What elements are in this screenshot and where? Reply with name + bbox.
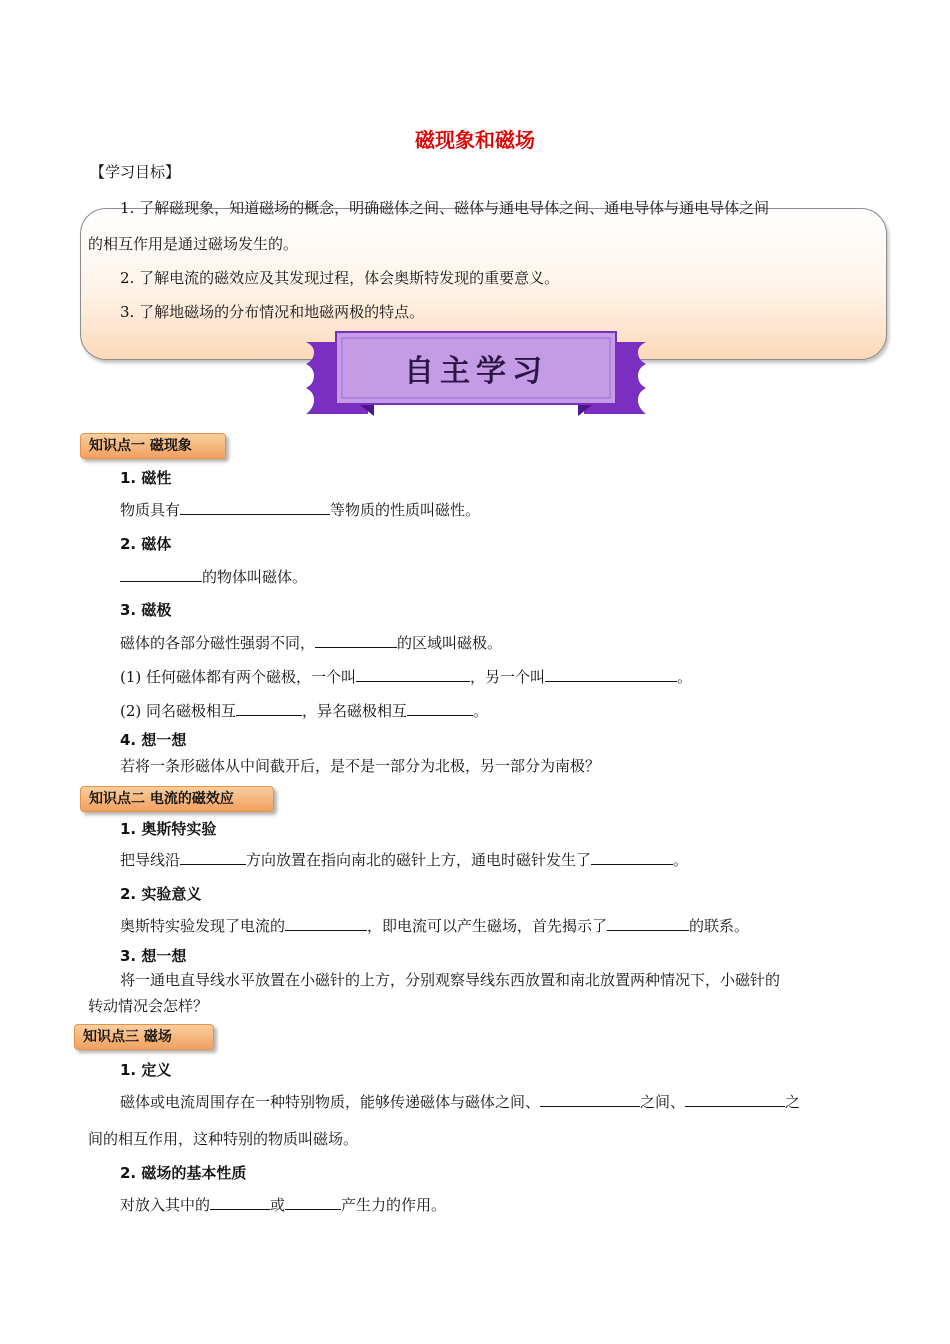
para-pole-2 (120, 700, 488, 721)
text: 产生力的作用。 (341, 1196, 447, 1214)
text: 奥斯特实验发现了电流的 (120, 917, 286, 935)
text: 的区域叫磁极。 (397, 634, 503, 652)
text: 磁体或电流周围存在一种特别物质，能够传递磁体与磁体之间、 (120, 1093, 541, 1111)
fill-blank[interactable] (180, 850, 246, 865)
fill-blank[interactable] (285, 1195, 341, 1210)
para-oersted (120, 849, 688, 870)
text: 或 (270, 1196, 286, 1214)
para-pole (120, 632, 502, 653)
text: 。 (473, 702, 489, 720)
text: 对放入其中的 (120, 1196, 211, 1214)
text: ，异名磁极相互 (302, 702, 408, 720)
text: ，即电流可以产生磁场，首先揭示了 (367, 917, 608, 935)
text: 的物体叫磁体。 (202, 568, 308, 586)
text: 之间、 (640, 1093, 686, 1111)
fill-blank[interactable] (180, 500, 330, 515)
fill-blank[interactable] (685, 1092, 785, 1107)
self-study-banner (306, 330, 646, 418)
text: 的联系。 (689, 917, 750, 935)
banner-text: 自主学习 (404, 354, 548, 389)
para-magnet (120, 566, 307, 587)
para-significance (120, 915, 749, 936)
goals-label: 【学习目标】 (90, 163, 181, 181)
fill-blank[interactable] (285, 916, 367, 931)
para-think-1: 若将一条形磁体从中间截开后，是不是一部分为北极，另一部分为南极？ (120, 757, 601, 775)
text: 把导线沿 (120, 851, 181, 869)
para-basic-property (120, 1194, 446, 1215)
fill-blank[interactable] (591, 850, 673, 865)
heading-pole: 3. 磁极 (120, 601, 172, 619)
heading-oersted: 1. 奥斯特实验 (120, 820, 217, 838)
text: 。 (673, 851, 689, 869)
goal-item-3: 3. 了解地磁场的分布情况和地磁两极的特点。 (120, 303, 425, 321)
text: 磁体的各部分磁性强弱不同， (120, 634, 316, 652)
heading-definition: 1. 定义 (120, 1061, 172, 1079)
para-definition-cont: 间的相互作用，这种特别的物质叫磁场。 (88, 1130, 359, 1148)
fill-blank[interactable] (407, 701, 473, 716)
text: 之 (785, 1093, 801, 1111)
goal-item-1-cont: 的相互作用是通过磁场发生的。 (88, 235, 299, 253)
heading-think-2: 3. 想一想 (120, 947, 187, 965)
fill-blank[interactable] (236, 701, 302, 716)
fill-blank[interactable] (120, 567, 202, 582)
text: (2) 同名磁极相互 (120, 702, 237, 720)
heading-magnet: 2. 磁体 (120, 535, 172, 553)
knowledge-tag-3: 知识点三 磁场 (74, 1024, 214, 1050)
para-think-2: 将一通电直导线水平放置在小磁针的上方，分别观察导线东西放置和南北放置两种情况下，小磁针的 (120, 971, 781, 989)
fill-blank[interactable] (545, 667, 677, 682)
goal-item-2: 2. 了解电流的磁效应及其发现过程，体会奥斯特发现的重要意义。 (120, 269, 560, 287)
goal-item-1: 1. 了解磁现象，知道磁场的概念，明确磁体之间、磁体与通电导体之间、通电导体与通电导体之间 (120, 199, 770, 217)
knowledge-tag-2: 知识点二 电流的磁效应 (80, 786, 274, 812)
heading-magnetism: 1. 磁性 (120, 469, 172, 487)
page-title: 磁现象和磁场 (415, 128, 535, 152)
text: 。 (677, 668, 693, 686)
fill-blank[interactable] (315, 633, 397, 648)
fill-blank[interactable] (607, 916, 689, 931)
heading-basic-property: 2. 磁场的基本性质 (120, 1164, 247, 1182)
text: (1) 任何磁体都有两个磁极，一个叫 (120, 668, 357, 686)
text: 方向放置在指向南北的磁针上方，通电时磁针发生了 (246, 851, 592, 869)
fill-blank[interactable] (356, 667, 470, 682)
para-definition (120, 1091, 800, 1112)
heading-think-1: 4. 想一想 (120, 731, 187, 749)
para-magnetism (120, 499, 480, 520)
text: ，另一个叫 (470, 668, 546, 686)
para-think-2-cont: 转动情况会怎样？ (88, 997, 209, 1015)
knowledge-tag-1: 知识点一 磁现象 (80, 433, 226, 459)
para-pole-1 (120, 666, 692, 687)
text: 等物质的性质叫磁性。 (330, 501, 481, 519)
fill-blank[interactable] (210, 1195, 270, 1210)
text: 物质具有 (120, 501, 181, 519)
heading-significance: 2. 实验意义 (120, 885, 202, 903)
fill-blank[interactable] (540, 1092, 640, 1107)
